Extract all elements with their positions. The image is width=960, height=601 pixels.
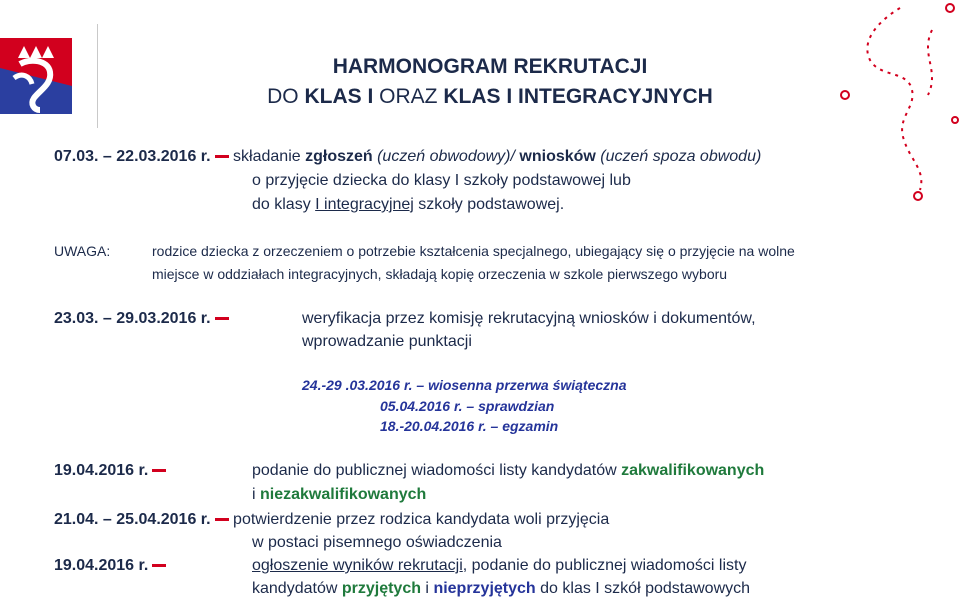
item3-line2: [252, 486, 426, 504]
item5-text: nieprzyjętych: [433, 580, 536, 597]
item5-line2: [252, 580, 750, 598]
item5-text: , podanie do publicznej wiadomości listy: [462, 557, 747, 574]
item2-date: 23.03. – 29.03.2016 r.: [54, 310, 211, 327]
item5-line1: [252, 557, 746, 575]
circle-chain-decoration: [800, 0, 960, 210]
item1-text: zgłoszeń: [305, 148, 373, 165]
subtitle-part: ORAZ: [373, 85, 444, 108]
dash-icon: [215, 155, 229, 158]
item5-text: i: [420, 580, 434, 597]
item1-text: I integracyjnej: [315, 196, 414, 213]
item3-date-row: [54, 462, 166, 480]
item4-line1: [54, 511, 609, 529]
item5-text: ogłoszenie wyników rekrutacji: [252, 557, 463, 574]
item5-date: 19.04.2016 r.: [54, 557, 149, 574]
item1-text: (uczeń spoza obwodu): [595, 148, 762, 165]
holiday-item: 24.-29 .03.2016 r. – wiosenna przerwa świąteczna: [302, 377, 627, 393]
dash-icon: [152, 564, 166, 567]
item1-line1: [54, 148, 761, 166]
item4-date: 21.04. – 25.04.2016 r.: [54, 511, 211, 528]
dash-icon: [215, 518, 229, 521]
item3-line1: [252, 462, 764, 480]
item1-text: (uczeń obwodowy)/: [372, 148, 515, 165]
item5-text: kandydatów: [252, 580, 342, 597]
item5-text: przyjętych: [341, 580, 421, 597]
item3-text: zakwalifikowanych: [621, 462, 765, 479]
item2-line2: wprowadzanie punktacji: [302, 333, 472, 350]
subtitle-part: KLAS I INTEGRACYJNYCH: [443, 85, 713, 108]
item5-date-row: [54, 557, 166, 575]
item2-line1: weryfikacja przez komisję rekrutacyjną wniosków i dokumentów,: [302, 310, 756, 327]
note-line1: rodzice dziecka z orzeczeniem o potrzebie kształcenia specjalnego, ubiegający się o przyjęcie na wolne: [152, 243, 795, 259]
item5-text: do klas I szkół podstawowych: [535, 580, 751, 597]
item1-text: składanie: [233, 148, 306, 165]
item3-text: podanie do publicznej wiadomości listy kandydatów: [252, 462, 622, 479]
page-title: HARMONOGRAM REKRUTACJI: [332, 55, 648, 78]
item1-line2: o przyjęcie dziecka do klasy I szkoły podstawowej lub: [252, 172, 631, 189]
dash-icon: [152, 469, 166, 472]
item2-date-row: [54, 310, 229, 328]
item1-text: szkoły podstawowej.: [413, 196, 565, 213]
page-subtitle: [240, 85, 740, 109]
item1-date: 07.03. – 22.03.2016 r.: [54, 148, 211, 165]
item3-date: 19.04.2016 r.: [54, 462, 149, 479]
logo-divider: [97, 24, 98, 128]
subtitle-part: KLAS I: [304, 85, 374, 108]
item4-text: potwierdzenie przez rodzica kandydata woli przyjęcia: [233, 511, 610, 528]
dash-icon: [215, 317, 229, 320]
szczecin-logo-icon: [0, 38, 72, 114]
note-line2: miejsce w oddziałach integracyjnych, składają kopię orzeczenia w szkole pierwszego wyboru: [152, 266, 728, 282]
item1-line3: [252, 196, 564, 214]
item1-text: wniosków: [514, 148, 596, 165]
note-label: UWAGA:: [54, 243, 111, 259]
holiday-item: 18.-20.04.2016 r. – egzamin: [380, 418, 559, 434]
item3-text: niezakwalifikowanych: [260, 486, 427, 503]
item1-text: do klasy: [252, 196, 316, 213]
item4-line2: w postaci pisemnego oświadczenia: [252, 534, 502, 551]
subtitle-part: DO: [267, 85, 305, 108]
holiday-item: 05.04.2016 r. – sprawdzian: [380, 398, 555, 414]
item3-text: i: [252, 486, 260, 503]
